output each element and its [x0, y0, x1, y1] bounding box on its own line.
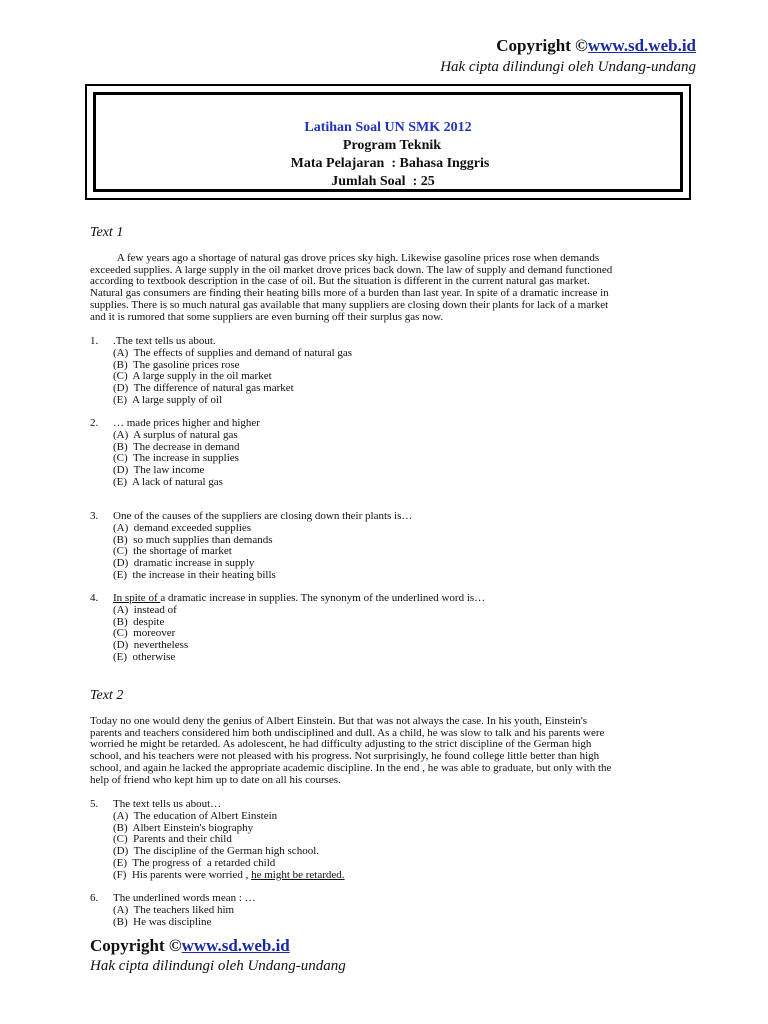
option-item[interactable]: (C) the shortage of market [113, 545, 232, 558]
title-lines [96, 119, 680, 191]
option-item[interactable]: (E) A lack of natural gas [113, 475, 223, 488]
text1-line: Natural gas consumers are finding their heating bills more of a burden than last year. In spite of a dramatic increase in [90, 287, 609, 300]
question-stem-rest: a dramatic increase in supplies. The synonym of the underlined word is… [160, 592, 486, 604]
copyright-link[interactable]: www.sd.web.id [181, 936, 290, 955]
option-item[interactable]: (D) dramatic increase in supply [113, 557, 255, 570]
question-number: 6. [90, 892, 99, 904]
question-stem: … made prices higher and higher [113, 417, 260, 429]
option-item[interactable] [113, 870, 345, 882]
option-item[interactable]: (D) The difference of natural gas market [113, 382, 294, 395]
title-box-inner-border [93, 92, 683, 192]
option-item[interactable]: (B) so much supplies than demands [113, 533, 273, 546]
option-item[interactable]: (D) The law income [113, 464, 205, 477]
question-number: 3. [90, 510, 99, 522]
copyright-prefix: Copyright © [90, 936, 182, 955]
option-item[interactable]: (A) The effects of supplies and demand of natural gas [113, 347, 353, 359]
program-line: Program Teknik [342, 138, 442, 153]
text2-line: school, and again he lacked the appropriate academic discipline. In the end , he was able to graduate, but only with the [90, 761, 612, 774]
question-stem: One of the causes of the suppliers are closing down their plants is… [113, 510, 413, 522]
copyright-subtitle: Hak cipta dilindungi oleh Undang-undang [90, 958, 346, 974]
question-options [113, 348, 352, 407]
copyright-subtitle: Hak cipta dilindungi oleh Undang-undang [440, 59, 696, 75]
text2-line: worried he might be retarded. As adolescent, he had difficulty adjusting to the strict discipline of the German high [90, 738, 592, 751]
text2-line: help of friend who kept him up to date on all his courses. [90, 773, 341, 786]
question-stem: The text tells us about… [113, 798, 222, 810]
subject-line: Mata Pelajaran : Bahasa Inggris [290, 156, 490, 171]
question-stem: The underlined words mean : … [113, 892, 256, 904]
option-item[interactable]: (B) despite [113, 615, 165, 628]
option-item[interactable]: (E) otherwise [113, 650, 176, 663]
option-item[interactable]: (A) A surplus of natural gas [113, 429, 238, 441]
option-item[interactable]: (E) A large supply of oil [113, 393, 223, 406]
copyright-line [440, 36, 696, 56]
exam-title: Latihan Soal UN SMK 2012 [304, 120, 472, 135]
title-box [85, 84, 691, 200]
copyright-prefix: Copyright © [496, 36, 588, 55]
option-item[interactable]: (C) Parents and their child [113, 833, 232, 846]
copyright-line [90, 936, 346, 956]
text2-line: school, and his teachers were not pleased with his progress. Not surprisingly, he found college little better than high [90, 750, 600, 763]
underlined-phrase: he might be retarded. [251, 868, 345, 881]
question-options [113, 605, 188, 664]
text2-paragraph [90, 716, 697, 786]
footer-copyright [90, 936, 346, 975]
option-item[interactable]: (C) The increase in supplies [113, 452, 239, 465]
text2-heading: Text 2 [90, 688, 124, 703]
option-item[interactable]: (B) He was discipline [113, 915, 212, 928]
text1-line: exceeded supplies. A large supply in the oil market drove prices back down. The law of supply and demand functioned [90, 263, 613, 276]
option-item[interactable]: (C) moreover [113, 627, 176, 640]
option-f-text: (F) His parents were worried , [113, 868, 252, 881]
option-item[interactable]: (B) The decrease in demand [113, 440, 240, 453]
text1-heading: Text 1 [90, 225, 124, 240]
question-number: 2. [90, 417, 99, 429]
question-number: 5. [90, 798, 99, 810]
question-number: 4. [90, 592, 99, 604]
question-options [113, 523, 276, 582]
question-options [113, 430, 240, 489]
text1-line: according to textbook description in the case of oil. But the situation is different in the current natural gas market. [90, 275, 590, 288]
question-stem [113, 593, 485, 605]
text1-line: supplies. There is so much natural gas available that many suppliers are closing down their plants for lack of a market [90, 298, 609, 311]
option-item[interactable]: (A) demand exceeded supplies [113, 522, 252, 534]
question-count-line: Jumlah Soal : 25 [331, 174, 435, 189]
option-item[interactable]: (A) The teachers liked him [113, 904, 235, 916]
copyright-link[interactable]: www.sd.web.id [587, 36, 696, 55]
option-item[interactable]: (E) The progress of a retarded child [113, 856, 276, 869]
option-item[interactable]: (E) the increase in their heating bills [113, 568, 276, 581]
option-item[interactable]: (D) The discipline of the German high school. [113, 845, 319, 858]
underlined-phrase: In spite of [113, 592, 161, 604]
option-item[interactable]: (C) A large supply in the oil market [113, 370, 272, 383]
header-copyright [440, 36, 696, 76]
option-item[interactable]: (D) nevertheless [113, 639, 189, 652]
text1-line: A few years ago a shortage of natural gas drove prices sky high. Likewise gasoline prices rose when demands [90, 252, 600, 264]
option-item[interactable]: (A) instead of [113, 604, 177, 616]
option-item[interactable]: (B) The gasoline prices rose [113, 358, 240, 371]
question-number: 1. [90, 335, 99, 347]
text2-line: parents and teachers considered him both undisciplined and dull. As a child, he was slow to talk and his parents were [90, 726, 605, 739]
question-options [113, 905, 234, 928]
option-item[interactable]: (B) Albert Einstein's biography [113, 821, 254, 834]
question-stem: .The text tells us about. [113, 335, 216, 347]
question-options [113, 811, 345, 881]
option-item[interactable]: (A) The education of Albert Einstein [113, 810, 278, 822]
text1-paragraph [90, 253, 697, 323]
text1-line: and it is rumored that some suppliers are even burning off their surplus gas now. [90, 310, 444, 323]
text2-line: Today no one would deny the genius of Albert Einstein. But that was not always the case. In his youth, Einstein's [90, 715, 588, 727]
